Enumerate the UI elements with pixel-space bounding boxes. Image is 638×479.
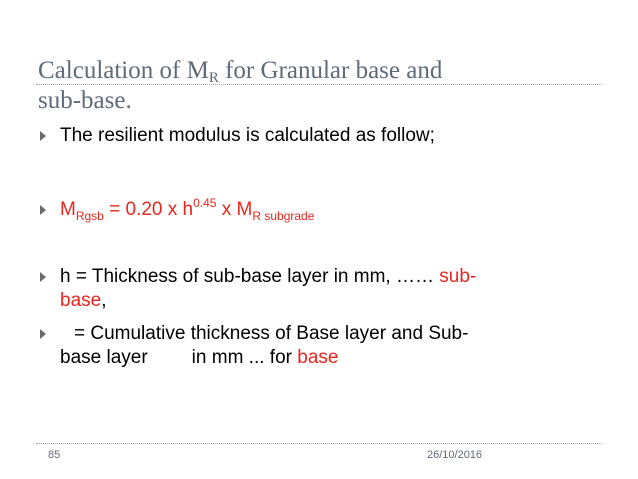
formula-x-m: x M	[216, 199, 253, 220]
bullet-3-red-sub: sub-	[439, 266, 477, 287]
bullet-3-text: h = Thickness of sub-base layer in mm, ……	[60, 266, 440, 287]
bullet-formula	[60, 198, 600, 222]
bullet-4-line2-a: base layer	[60, 347, 148, 368]
formula-r-subscript: R subgrade	[252, 209, 315, 223]
bullet-arrow-icon	[40, 272, 46, 282]
formula-middle: = 0.20 x h	[103, 199, 194, 220]
bullet-arrow-icon	[40, 329, 46, 339]
bullet-text-1: The resilient modulus is calculated as follow;	[60, 125, 435, 146]
bullet-3-red-base: base	[60, 290, 102, 311]
title-text-line2: sub-base.	[38, 87, 132, 114]
slide-title	[38, 56, 598, 116]
title-text-part2: for Granular base and	[218, 57, 443, 84]
title-text-part1: Calculation of M	[38, 57, 209, 84]
title-divider	[36, 84, 602, 85]
bullet-text-4	[60, 322, 600, 370]
bullet-text-3	[60, 265, 600, 313]
formula-m-subscript: Rgsb	[75, 209, 104, 223]
slide-date: 26/10/2016	[427, 449, 483, 461]
slide-number: 85	[48, 449, 61, 461]
footer-divider	[36, 443, 602, 444]
bullet-3-comma: ,	[101, 290, 107, 311]
bullet-arrow-icon	[40, 205, 46, 215]
formula-m: M	[60, 199, 76, 220]
title-subscript: R	[208, 70, 219, 86]
formula-exponent: 0.45	[193, 196, 217, 210]
bullet-4-red-base: base	[297, 347, 339, 368]
bullet-4-line2-b: in mm ... for	[191, 347, 298, 368]
bullet-arrow-icon	[40, 131, 46, 141]
bullet-4-line1: = Cumulative thickness of Base layer and Sub-	[74, 323, 469, 344]
